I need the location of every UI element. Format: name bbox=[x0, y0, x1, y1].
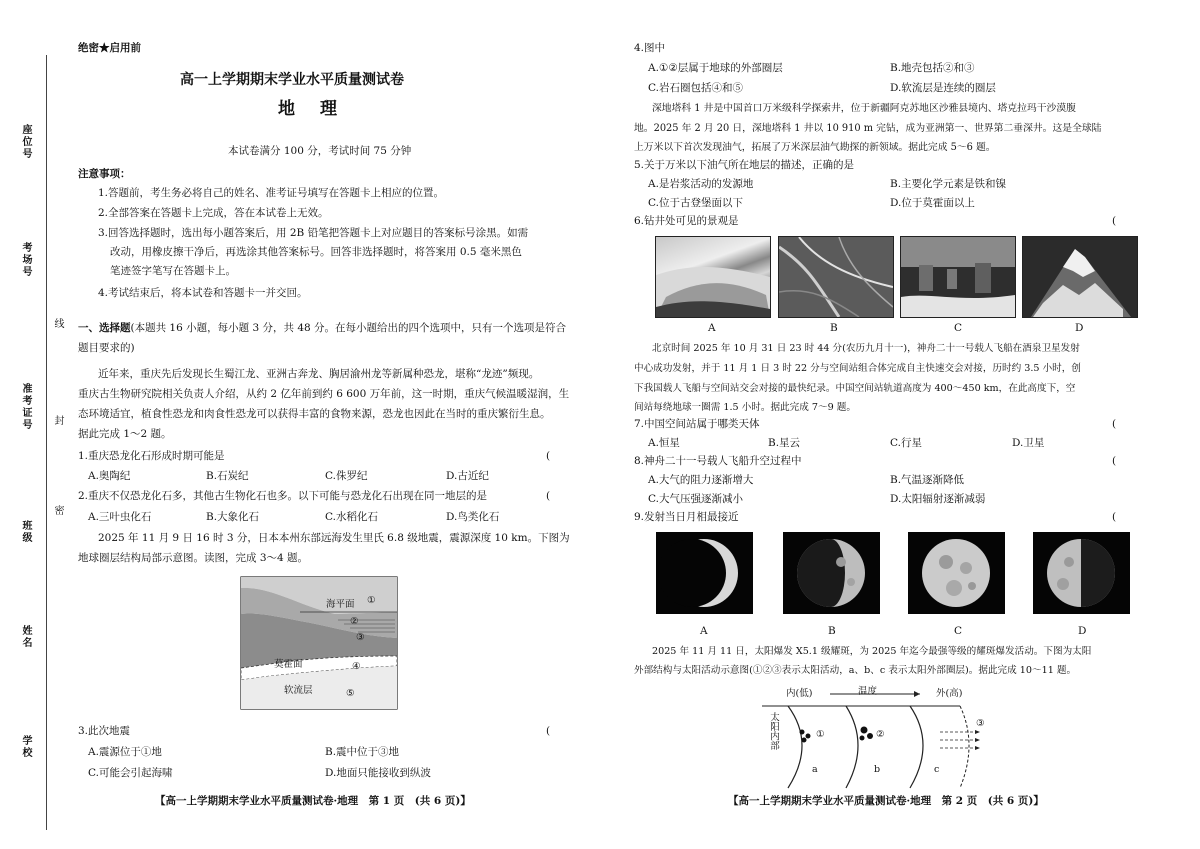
note-2: 2.全部答案在答题卡上完成，答在本试卷上无效。 bbox=[98, 207, 329, 219]
question-6: 6.钻井处可见的景观是 bbox=[634, 215, 739, 227]
q2-option-b: B.大象化石 bbox=[206, 511, 260, 523]
q8-option-c: C.大气压强逐渐减小 bbox=[648, 493, 743, 505]
q1-option-b: B.石炭纪 bbox=[206, 470, 249, 482]
passage5-line1: 2025 年 11 月 11 日，太阳爆发 X5.1 级耀斑，为 2025 年迄今最强等级的耀斑爆发活动。下图为太阳 bbox=[652, 646, 1092, 657]
sun-layer-a: a bbox=[812, 764, 818, 775]
footer-page-1: 【高一上学期期末学业水平质量测试卷·地理 第 1 页 (共 6 页)】 bbox=[155, 795, 471, 807]
sun-outer-high-label: 外(高) bbox=[936, 688, 963, 699]
answer-paren-3: ( bbox=[546, 725, 551, 737]
q1-option-d: D.古近纪 bbox=[446, 470, 489, 482]
moon-phase-a bbox=[656, 532, 753, 614]
sea-stacks-svg bbox=[901, 237, 1015, 317]
diagram-mark-1: ① bbox=[367, 595, 376, 606]
full-moon-svg bbox=[908, 532, 1005, 614]
passage3-line3: 上万米以下首次发现油气，拓展了万米深层油气勘探的新领域。据此完成 5～6 题。 bbox=[634, 142, 996, 153]
q7-option-c: C.行星 bbox=[890, 437, 922, 449]
passage4-line2: 中心成功发射，并于 11 月 1 日 3 时 22 分与空间站组合体完成自主快速交会对接，历时约 3.5 小时，创 bbox=[634, 363, 1081, 374]
half-moon-svg bbox=[1033, 532, 1130, 614]
moon-phase-c bbox=[908, 532, 1005, 614]
question-1: 1.重庆恐龙化石形成时期可能是 bbox=[78, 450, 225, 462]
answer-paren-2: ( bbox=[546, 490, 551, 502]
cut-mark-mi: 密 bbox=[52, 505, 63, 517]
cut-mark-xian: 线 bbox=[52, 318, 63, 330]
note-3a: 3.回答选择题时，选出每小题答案后，用 2B 铅笔把答题卡上对应题目的答案标号涂黑。如需 bbox=[98, 227, 529, 239]
note-3c: 笔迹签字笔写在答题卡上。 bbox=[110, 265, 236, 277]
passage3-line2: 地。2025 年 2 月 20 日，深地塔科 1 井以 10 910 m 完钻，成为亚洲第一、世界第二垂深井。这是全球陆 bbox=[634, 123, 1102, 134]
q3-option-a: A.震源位于①地 bbox=[88, 746, 162, 758]
notes-title: 注意事项： bbox=[78, 168, 131, 180]
passage1-line3: 态环境适宜，植食性恐龙和肉食性恐龙可以获得丰富的食物来源，恐龙也因此在当时的重庆繁衍生息。 bbox=[78, 408, 551, 420]
photo-label-c: C bbox=[954, 322, 963, 334]
passage5-line2: 外部结构与太阳活动示意图(①②③表示太阳活动，a、b、c 表示太阳外部圈层)。据此完成 10～11 题。 bbox=[634, 665, 1077, 676]
question-2: 2.重庆不仅恐龙化石多，其他古生物化石也多。以下可能与恐龙化石出现在同一地层的是 bbox=[78, 490, 488, 502]
snow-mountain-photo bbox=[1022, 236, 1138, 318]
q2-option-c: C.水稻化石 bbox=[325, 511, 378, 523]
passage1-line4: 据此完成 1～2 题。 bbox=[78, 428, 172, 440]
question-9: 9.发射当日月相最接近 bbox=[634, 511, 739, 523]
q3-option-d: D.地面只能接收到纵波 bbox=[325, 767, 431, 779]
q5-option-a: A.是岩浆活动的发源地 bbox=[648, 178, 754, 190]
passage2-line2: 地球圈层结构局部示意图。读图，完成 3～4 题。 bbox=[78, 552, 309, 564]
moon-label-b: B bbox=[828, 625, 836, 637]
cut-mark-feng: 封 bbox=[52, 415, 63, 427]
diagram-mark-3: ③ bbox=[356, 632, 365, 643]
sun-layer-b: b bbox=[874, 764, 881, 775]
earth-layer-diagram bbox=[240, 576, 398, 710]
sun-mark-1: ① bbox=[816, 729, 825, 740]
sea-level-label: 海平面 bbox=[326, 599, 355, 610]
question-5: 5.关于万米以下油气所在地层的描述，正确的是 bbox=[634, 159, 855, 171]
asthenosphere-label: 软流层 bbox=[284, 685, 313, 696]
moon-label-a: A bbox=[700, 625, 708, 637]
q4-option-d: D.软流层是连续的圈层 bbox=[890, 82, 996, 94]
name-label: 姓名 bbox=[20, 625, 31, 649]
photo-label-b: B bbox=[830, 322, 838, 334]
section-desc: (本题共 16 小题，每小题 3 分，共 48 分。在每小题给出的四个选项中，只有一个选项是符合 bbox=[130, 322, 567, 334]
exam-title: 高一上学期期末学业水平质量测试卷 bbox=[180, 72, 404, 88]
footer-page-2: 【高一上学期期末学业水平质量测试卷·地理 第 2 页 (共 6 页)】 bbox=[728, 795, 1044, 807]
answer-paren-9: ( bbox=[1112, 511, 1117, 523]
diagram-mark-2: ② bbox=[350, 616, 359, 627]
secret-label: 绝密★启用前 bbox=[78, 42, 141, 54]
q5-option-b: B.主要化学元素是铁和镍 bbox=[890, 178, 1007, 190]
note-3b: 改动，用橡皮擦干净后，再选涂其他答案标号。回答非选择题时，将答案用 0.5 毫米黑色 bbox=[110, 246, 522, 258]
sun-mark-2: ② bbox=[876, 729, 885, 740]
room-label: 考场号 bbox=[20, 242, 31, 278]
passage1-line1: 近年来，重庆先后发现长生蜀江龙、亚洲古奔龙、胸居渝州龙等新属种恐龙，堪称“龙迹”频现。 bbox=[98, 368, 540, 380]
q4-option-c: C.岩石圈包括④和⑤ bbox=[648, 82, 743, 94]
q2-option-a: A.三叶虫化石 bbox=[88, 511, 152, 523]
snow-mountain-svg bbox=[1023, 237, 1137, 317]
question-8: 8.神舟二十一号载人飞船升空过程中 bbox=[634, 455, 802, 467]
q4-option-a: A.①②层属于地球的外部圈层 bbox=[648, 62, 783, 74]
q1-option-a: A.奥陶纪 bbox=[88, 470, 131, 482]
sun-structure-diagram bbox=[760, 684, 990, 790]
q7-option-b: B.星云 bbox=[768, 437, 801, 449]
sun-inside-label: 太阳内部 bbox=[768, 712, 779, 750]
photo-label-d: D bbox=[1075, 322, 1084, 334]
subject-title: 地 理 bbox=[278, 99, 341, 119]
q3-option-c: C.可能会引起海啸 bbox=[88, 767, 173, 779]
q8-option-b: B.气温逐渐降低 bbox=[890, 474, 965, 486]
desert-dunes-photo bbox=[655, 236, 771, 318]
passage3-line1: 深地塔科 1 井是中国首口万米级科学探索井，位于新疆阿克苏地区沙雅县境内、塔克拉玛干沙漠腹 bbox=[652, 103, 1076, 114]
sun-inner-low-label: 内(低) bbox=[786, 688, 813, 699]
diagram-mark-4: ④ bbox=[352, 661, 361, 672]
question-7: 7.中国空间站属于哪类天体 bbox=[634, 418, 760, 430]
sun-layer-c: c bbox=[934, 764, 940, 775]
q5-option-d: D.位于莫霍面以上 bbox=[890, 197, 975, 209]
gibbous-moon-svg bbox=[783, 532, 880, 614]
seat-label: 座位号 bbox=[20, 124, 31, 160]
passage4-line4: 间站每绕地球一圈需 1.5 小时。据此完成 7～9 题。 bbox=[634, 402, 856, 413]
sea-stacks-photo bbox=[900, 236, 1016, 318]
q5-option-c: C.位于古登堡面以下 bbox=[648, 197, 743, 209]
passage2-line1: 2025 年 11 月 9 日 16 时 3 分，日本本州东部远海发生里氏 6.8 级地震，震源深度 10 km。下图为 bbox=[98, 532, 570, 544]
moon-phase-d bbox=[1033, 532, 1130, 614]
answer-paren-1: ( bbox=[546, 450, 551, 462]
moon-label-d: D bbox=[1078, 625, 1087, 637]
passage4-line1: 北京时间 2025 年 10 月 31 日 23 时 44 分(农历九月十一)，神舟二十一号载人飞船在酒泉卫星发射 bbox=[652, 343, 1080, 354]
school-label: 学校 bbox=[20, 735, 31, 759]
crescent-moon-svg bbox=[656, 532, 753, 614]
passage1-line2: 重庆古生物研究院相关负责人介绍，从约 2 亿年前到约 6 600 万年前，这一时期，重庆气候温暖湿润，生 bbox=[78, 388, 570, 400]
class-label: 班级 bbox=[20, 520, 31, 544]
q2-option-d: D.鸟类化石 bbox=[446, 511, 500, 523]
section-desc-2: 题目要求的) bbox=[78, 342, 135, 354]
sun-temp-label: 温度 bbox=[858, 686, 878, 697]
moon-phase-b bbox=[783, 532, 880, 614]
q7-option-a: A.恒星 bbox=[648, 437, 680, 449]
sun-mark-3: ③ bbox=[976, 718, 985, 729]
section-title: 一、选择题 bbox=[78, 322, 131, 334]
score-line: 本试卷满分 100 分，考试时间 75 分钟 bbox=[228, 145, 412, 157]
photo-label-a: A bbox=[708, 322, 716, 334]
moho-label: 莫霍面 bbox=[274, 659, 303, 670]
note-1: 1.答题前，考生务必将自己的姓名、准考证号填写在答题卡上相应的位置。 bbox=[98, 187, 445, 199]
river-delta-svg bbox=[779, 237, 893, 317]
moon-label-c: C bbox=[954, 625, 963, 637]
note-4: 4.考试结束后，将本试卷和答题卡一并交回。 bbox=[98, 287, 308, 299]
ticket-label: 准考证号 bbox=[20, 383, 31, 431]
q1-option-c: C.侏罗纪 bbox=[325, 470, 368, 482]
passage4-line3: 下我国载人飞船与空间站交会对接的最快纪录。中国空间站轨道高度为 400～450 km，在此高度下，空 bbox=[634, 383, 1076, 394]
binding-line bbox=[46, 55, 47, 830]
answer-paren-7: ( bbox=[1112, 418, 1117, 430]
section-heading bbox=[78, 322, 566, 335]
diagram-mark-5: ⑤ bbox=[346, 688, 355, 699]
answer-paren-6: ( bbox=[1112, 215, 1117, 227]
q8-option-d: D.太阳辐射逐渐减弱 bbox=[890, 493, 986, 505]
q4-option-b: B.地壳包括②和③ bbox=[890, 62, 975, 74]
question-3: 3.此次地震 bbox=[78, 725, 131, 737]
question-4: 4.图中 bbox=[634, 42, 666, 54]
q8-option-a: A.大气的阻力逐渐增大 bbox=[648, 474, 754, 486]
answer-paren-8: ( bbox=[1112, 455, 1117, 467]
desert-dunes-svg bbox=[656, 237, 770, 317]
q7-option-d: D.卫星 bbox=[1012, 437, 1045, 449]
river-delta-photo bbox=[778, 236, 894, 318]
q3-option-b: B.震中位于③地 bbox=[325, 746, 400, 758]
